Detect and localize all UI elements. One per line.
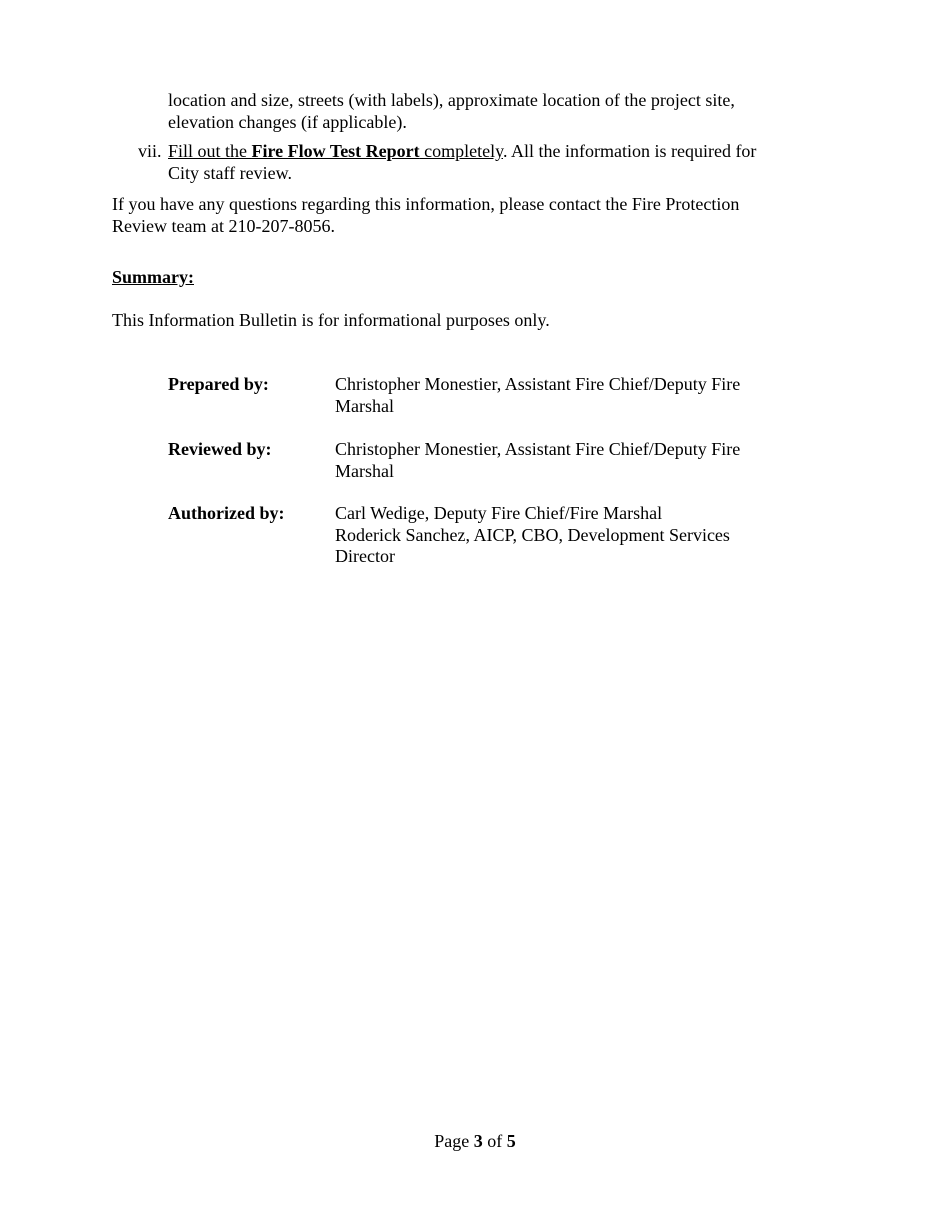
reviewed-by-line: Christopher Monestier, Assistant Fire Chief/Deputy Fire Marshal — [335, 439, 741, 481]
page-footer — [0, 1131, 950, 1153]
prepared-by-line: Christopher Monestier, Assistant Fire Chief/Deputy Fire Marshal — [335, 374, 741, 416]
summary-paragraph: This Information Bulletin is for informational purposes only. — [112, 310, 550, 330]
reviewed-by-value — [335, 439, 775, 482]
footer-page-word: Page — [434, 1131, 474, 1151]
list-item-number: vii. — [138, 141, 162, 161]
authorized-by-value — [335, 503, 775, 568]
summary-heading: Summary: — [112, 267, 194, 287]
authorized-by-line: Roderick Sanchez, AICP, CBO, Development Services Director — [335, 524, 730, 567]
instruction-suffix: completely — [419, 141, 503, 161]
instruction-rest: . All the information is required for City staff review. — [168, 141, 757, 183]
total-page-count: 5 — [506, 1131, 516, 1151]
reviewed-by-label: Reviewed by: — [168, 439, 272, 459]
authorized-by-line: Carl Wedige, Deputy Fire Chief/Fire Marshal — [335, 503, 663, 523]
list-item-continuation: location and size, streets (with labels), approximate location of the project site, elevation changes (if applicable). — [168, 90, 735, 132]
prepared-by-value — [335, 374, 775, 417]
authorized-by-label: Authorized by: — [168, 503, 285, 523]
contact-paragraph: If you have any questions regarding this information, please contact the Fire Protection Review team at 210-207-8056. — [112, 194, 740, 236]
fire-flow-test-report-title: Fire Flow Test Report — [251, 141, 420, 161]
footer-of-word: of — [482, 1131, 507, 1151]
list-item-text — [168, 141, 768, 184]
instruction-underlined-text — [168, 141, 503, 161]
prepared-by-label: Prepared by: — [168, 374, 269, 394]
instruction-prefix: Fill out the — [168, 141, 252, 161]
current-page-number: 3 — [473, 1131, 483, 1151]
